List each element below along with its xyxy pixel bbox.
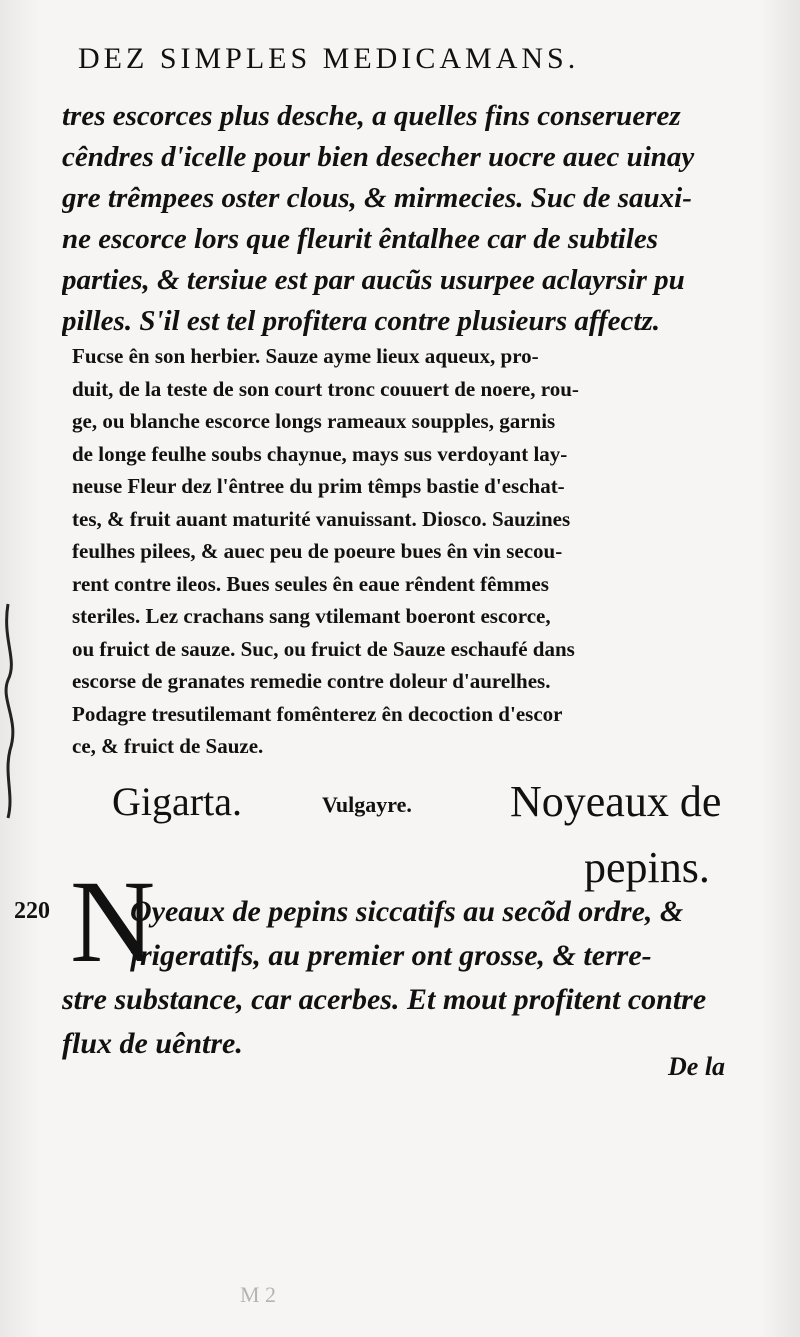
text-line: tes, & fruit auant maturité vanuissant. Diosco. Sauzines — [72, 506, 571, 531]
text-line: de longe feulhe soubs chaynue, mays sus verdoyant lay- — [72, 441, 568, 466]
entry-paragraph — [62, 890, 752, 1066]
text-line: parties, & tersiue est par aucũs usurpee aclayrsir pu — [62, 264, 685, 296]
text-line: ge, ou blanche escorce longs rameaux soupples, garnis — [72, 409, 556, 433]
text-line: Fucse ên son herbier. Sauze ayme lieux aqueux, pro- — [72, 344, 539, 368]
text-line: Oyeaux de pepins siccatifs au secõd ordre, & — [130, 895, 684, 928]
running-head: DEZ SIMPLES MEDICAMANS. — [78, 42, 580, 75]
latin-name: Gigarta. — [112, 779, 242, 824]
handwritten-bracket-mark — [0, 600, 30, 820]
text-line: steriles. Lez crachans sang vtilemant boeront escorce, — [72, 604, 551, 628]
vulgayre-label: Vulgayre. — [322, 792, 412, 817]
text-line: tres escorces plus desche, a quelles fins conseruerez — [62, 100, 681, 132]
roman-paragraph — [72, 340, 742, 763]
text-line: frigeratifs, au premier ont grosse, & terre- — [130, 939, 652, 972]
text-line: ce, & fruict de Sauze. — [72, 734, 264, 758]
catchword: De la — [668, 1052, 726, 1081]
text-line: neuse Fleur dez l'êntree du prim têmps bastie d'eschat- — [72, 474, 565, 498]
text-line: escorse de granates remedie contre doleur d'aurelhes. — [72, 669, 551, 693]
text-line: cêndres d'icelle pour bien desecher uocre auec uinay — [62, 141, 695, 173]
text-line: pilles. S'il est tel profitera contre plusieurs affectz. — [62, 305, 660, 337]
entry-heading — [112, 772, 752, 832]
text-line: ou fruict de sauze. Suc, ou fruict de Sauze eschaufé dans — [72, 636, 575, 661]
italic-paragraph — [62, 96, 742, 342]
text-line: Podagre tresutilemant fomênterez ên decoction d'escor — [72, 701, 563, 726]
text-line: flux de uêntre. — [62, 1027, 243, 1060]
drop-cap: N — [70, 856, 156, 987]
margin-number: 220 — [14, 898, 50, 924]
text-line: feulhes pilees, & auec peu de poeure bues ên vin secou- — [72, 539, 563, 563]
text-line: rent contre ileos. Bues seules ên eaue rêndent fêmmes — [72, 571, 549, 596]
text-line: duit, de la teste de son court tronc couuert de noere, rou- — [72, 376, 579, 401]
text-line: ne escorce lors que fleurit êntalhee car de subtiles — [62, 223, 659, 255]
text-line: gre trêmpees oster clous, & mirmecies. Suc de sauxi- — [62, 182, 692, 214]
french-name-continued: pepins. — [584, 843, 710, 892]
signature-mark: M 2 — [240, 1282, 277, 1307]
french-name: Noyeaux de — [510, 777, 722, 826]
text-line: stre substance, car acerbes. Et mout profitent contre — [62, 983, 707, 1016]
